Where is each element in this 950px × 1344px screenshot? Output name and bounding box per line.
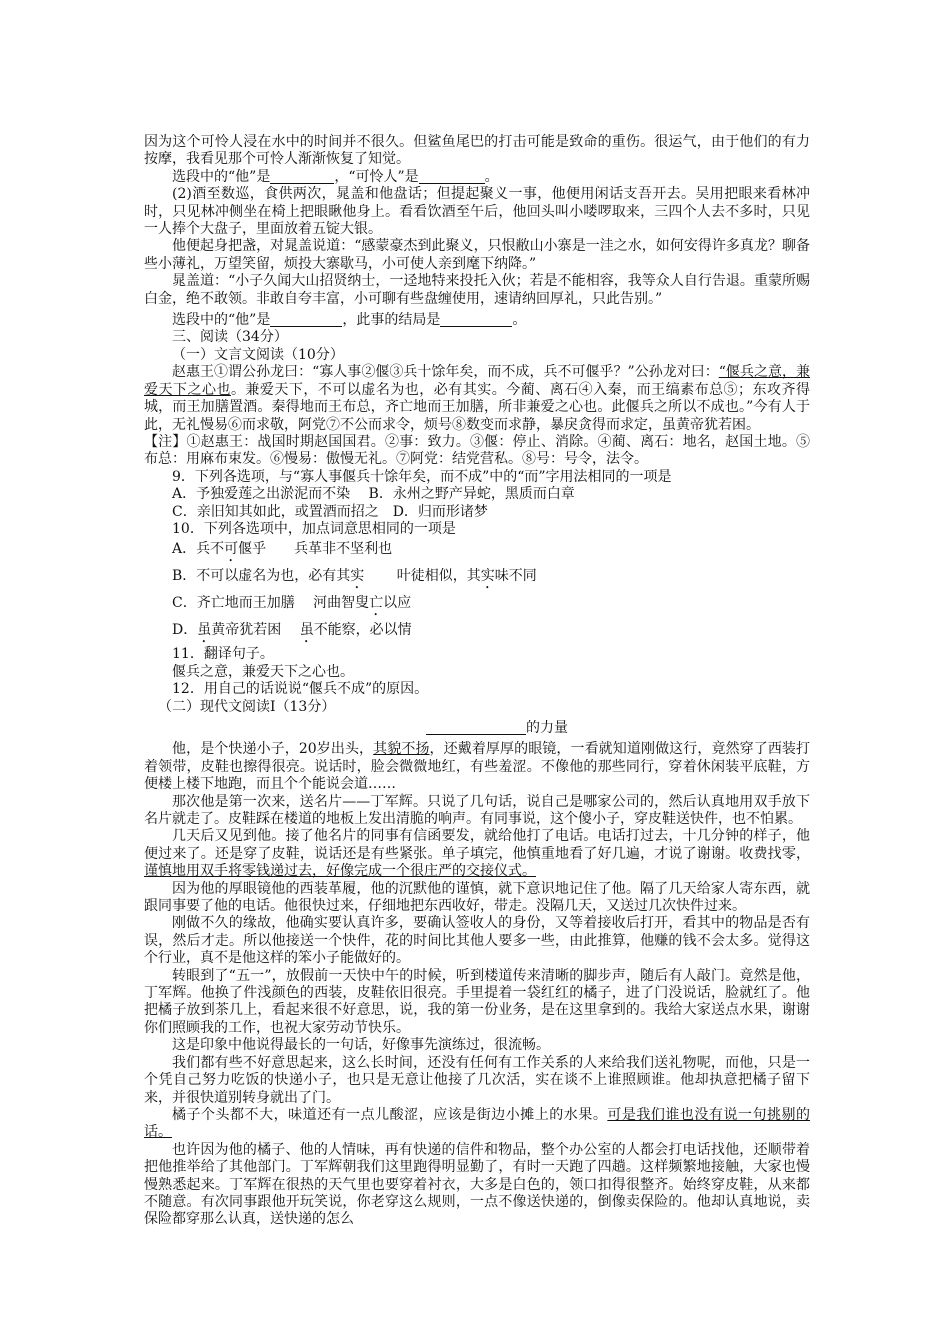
excerpt-paragraph: 他便起身把盏，对晁盖说道：“感蒙豪杰到此聚义，只恨敝山小寨是一洼之水，如何安得许多真龙？聊备些小薄礼，万望笑留，烦投大寨歇马，小可使人亲到麾下纳降。” xyxy=(144,238,810,272)
answer-blank[interactable] xyxy=(440,312,512,327)
article-paragraph: 因为他的厚眼镜他的西装革履，他的沉默他的谨慎，就下意识地记住了他。隔了几天给家人寄东西，就跟同事要了他的电话。他很快过来，仔细地把东西收好，带走。没隔几天，又送过几次快件过来。 xyxy=(144,880,810,915)
article-paragraph: 几天后又见到他。接了他名片的同事有信函要发，就给他打了电话。电话打过去，十几分钟的样子，他便过来了。还是穿了皮鞋，说话还是有些紧张。单子填完，他慎重地看了好几遍，才说了谢谢。收费找零，谨慎地用双手将零钱递过去，好像完成一个很庄严的交接仪式。 xyxy=(144,828,810,880)
article-paragraph: 这是印象中他说得最长的一句话，好像事先演练过，很流畅。 xyxy=(172,1037,550,1054)
question-10-option-b: B．不可以虚名为也，必有其实 叶徒相似，其实味不同 xyxy=(172,568,537,585)
answer-blank[interactable] xyxy=(419,169,485,184)
question-10-stem: 10．下列各选项中，加点词意思相同的一项是 xyxy=(172,520,456,537)
article-paragraph: 他，是个快递小子，20岁出头，其貌不扬，还戴着厚厚的眼镜，一看就知道刚做这行，竟然穿了西装打着领带，皮鞋也擦得很亮。说话时，脸会微微地红，有些羞涩。不像他的那些同行，穿着休闲装平底鞋，方便楼上楼下地跑，而且个个能说会道…… xyxy=(144,741,811,793)
excerpt-paragraph: 晁盖道：“小子久闻大山招贤纳士，一迳地特来投托入伙；若是不能相容，我等众人自行告退。重蒙所赐白金，绝不敢领。非敢自夸丰富，小可聊有些盘缠使用，速请纳回厚礼，只此告别。” xyxy=(144,273,810,307)
subsection-heading: （二）现代文阅读Ⅰ（13分） xyxy=(158,698,336,715)
question-9-stem: 9．下列各选项，与“寡人事偃兵十馀年矣，而不成”中的“而”字用法相同的一项是 xyxy=(172,468,672,485)
answer-blank[interactable] xyxy=(270,312,342,327)
article-paragraph: 那次他是第一次来，送名片——丁军辉。只说了几句话，说自己是哪家公司的，然后认真地用双手放下名片就走了。皮鞋踩在楼道的地板上发出清脆的响声。有同事说，这个傻小子，穿皮鞋送快件，也不怕累。 xyxy=(144,793,810,827)
question-11-stem: 11．翻译句子。 xyxy=(172,646,274,663)
question-11-sentence: 偃兵之意，兼爱天下之心也。 xyxy=(172,663,354,680)
answer-blank[interactable] xyxy=(270,169,334,184)
question-fill-blank: 选段中的“他”是 ，“可怜人”是 。 xyxy=(172,168,499,185)
section-heading: 三、阅读（34分） xyxy=(172,329,288,346)
article-paragraph: 转眼到了“五一”，放假前一天快中午的时候，听到楼道传来清晰的脚步声，随后有人敲门。竟然是他，丁军辉。他换了件浅颜色的西装，皮鞋依旧很亮。手里提着一袋红红的橘子，进了门没说话，脸就红了。他把橘子放到茶几上，看起来很不好意思，说，我的第一份业务，是在这里拿到的。我给大家送点水果，谢谢你们照顾我的工作，也祝大家劳动节快乐。 xyxy=(144,967,810,1036)
question-10-option-d: D．虽黄帝犹若困 虽不能察，必以情 xyxy=(172,622,412,639)
article-paragraph: 橘子个头都不大，味道还有一点儿酸涩，应该是街边小摊上的水果。可是我们谁也没有说一句挑剔的话。 xyxy=(144,1106,811,1141)
article-paragraph: 刚做不久的缘故，他确实要认真许多，要确认签收人的身份，又等着接收后打开，看其中的物品是否有误，然后才走。所以他接送一个快件，花的时间比其他人要多一些，由此推算，他赚的钱不会太多。觉得这个行业，真不是他这样的笨小子能做好的。 xyxy=(144,915,810,967)
question-10-option-a: A．兵不可偃乎 兵革非不坚利也 xyxy=(172,541,393,558)
question-9-options-ab: A．予独爱莲之出淤泥而不染 B．永州之野产异蛇，黑质而白章 xyxy=(172,486,575,503)
question-9-options-cd: C．亲旧知其如此，或置酒而招之 D．归而形诸梦 xyxy=(172,503,488,520)
classical-text: 赵惠王①谓公孙龙曰：“寡人事②偃③兵十馀年矣，而不成，兵不可偃乎？”公孙龙对曰：“偃兵之意，兼爱天下之心也。兼爱天下，不可以虚名为也，必有其实。今蔺、离石④入秦，而王缟素布总⑤；东攻齐得城，而王加膳置酒。秦得地而王布总，齐亡地而王加膳，所非兼爱之心也。此偃兵之所以不成也。”今有人于此，无礼慢易⑥而求敬，阿党⑦不公而求令，烦号⑧数变而求静，暴戾贪得而求定，虽黄帝犹若困。 xyxy=(144,364,811,433)
article-paragraph: 也许因为他的橘子、他的人情味，再有快递的信件和物品，整个办公室的人都会打电话找他，还顺带着把他推举给了其他部门。丁军辉朝我们这里跑得明显勤了，有时一天跑了四趟。这样频繁地接触，大家也慢慢熟悉起来。丁军辉在很热的天气里也要穿着衬衣，大多是白色的，领口扣得很整齐。始终穿皮鞋，从来都不随意。有次同事跟他开玩笑说，你老穿这么规则，一点不像送快递的，倒像卖保险的。他却认真地说，卖保险都穿那么认真，送快递的怎么 xyxy=(144,1141,810,1228)
excerpt-paragraph: 因为这个可怜人浸在水中的时间并不很久。但鲨鱼尾巴的打击可能是致命的重伤。很运气，由于他们的有力按摩，我看见那个可怜人渐渐恢复了知觉。 xyxy=(144,134,810,168)
subsection-heading: （一）文言文阅读（10分） xyxy=(172,346,344,363)
question-fill-blank: 选段中的“他”是 ，此事的结局是 。 xyxy=(172,312,527,329)
article-title: 的力量 xyxy=(144,720,810,737)
question-12-stem: 12．用自己的话说说“偃兵不成”的原因。 xyxy=(172,681,429,698)
classical-note: 【注】①赵惠王：战国时期赵国国君。②事：致力。③偃：停止、消除。④蔺、离石：地名，赵国土地。⑤布总：用麻布束发。⑥慢易：傲慢无礼。⑦阿党：结党营私。⑧号：号令，法令。 xyxy=(144,433,810,468)
excerpt-paragraph: (2)酒至数巡，食供两次，晁盖和他盘话；但提起聚义一事，他便用闲话支吾开去。吴用把眼来看林冲时，只见林冲侧坐在椅上把眼瞅他身上。看看饮酒至午后，他回头叫小喽啰取来，三四个人去不多时，只见一人捧个大盘子，里面放着五锭大银。 xyxy=(144,186,810,238)
article-paragraph: 我们都有些不好意思起来，这么长时间，还没有任何有工作关系的人来给我们送礼物呢，而他，只是一个凭自己努力吃饭的快递小子，也只是无意让他接了几次活，实在谈不上谁照顾谁。他却执意把橘子留下来，并很快道别转身就出了门。 xyxy=(144,1054,810,1106)
question-10-option-c: C．齐亡地而王加膳 河曲智叟亡以应 xyxy=(172,595,412,612)
title-blank[interactable] xyxy=(426,720,526,735)
